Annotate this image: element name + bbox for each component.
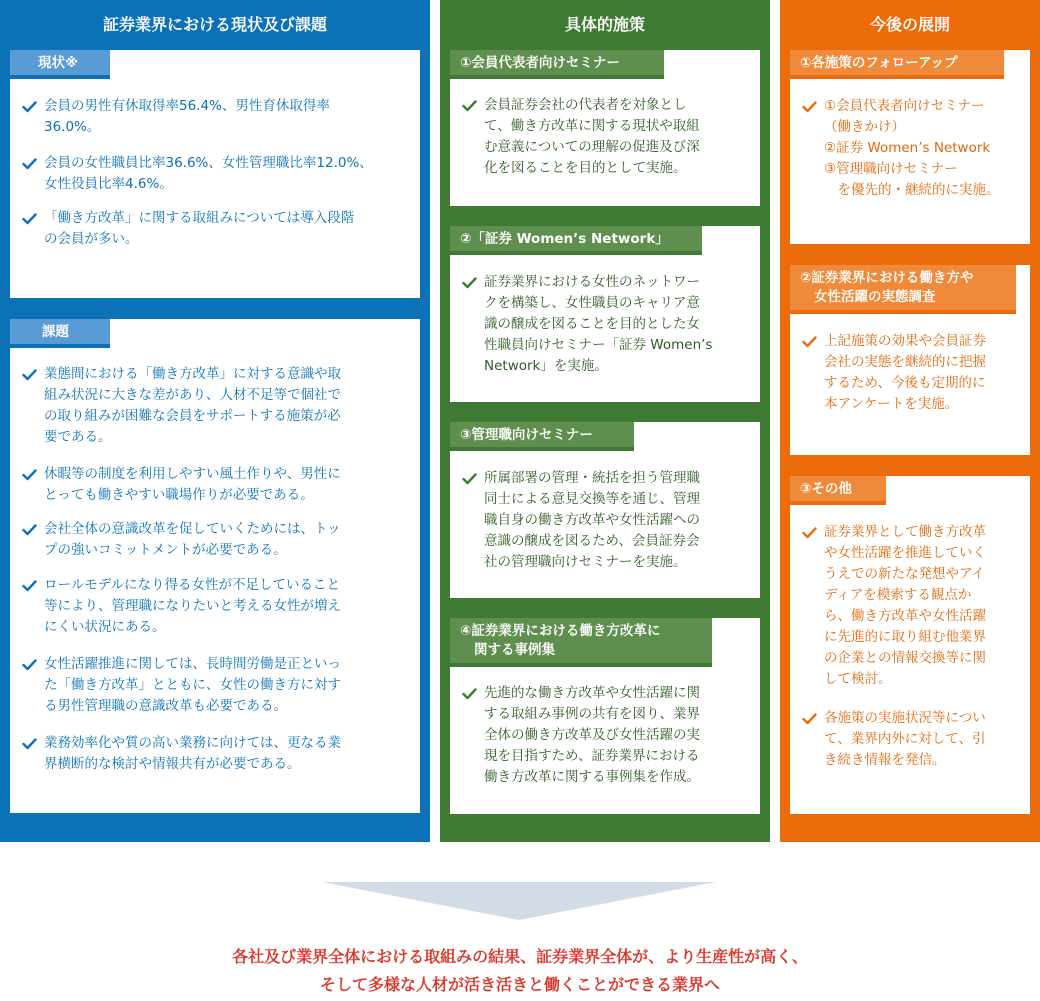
future-card — [790, 265, 1030, 455]
check-icon — [802, 101, 817, 113]
conclusion-line-2: そして多様な人材が活き活きと働くことができる業界へ — [319, 975, 720, 994]
text-line: 会員の女性職員比率36.6%、女性管理職比率12.0%、 — [44, 155, 373, 171]
text-line: 組み状況に大きな差があり、人材不足等で個社で — [44, 387, 341, 403]
list-item-text — [44, 575, 416, 638]
text-line: にくい状況にある。 — [44, 619, 166, 635]
future-card — [790, 476, 1030, 814]
current-status-column — [0, 0, 430, 842]
text-line: て、業界内外に対して、引 — [824, 731, 986, 747]
conclusion-line-1: 各社及び業界全体における取組みの結果、証券業界全体が、より生産性が高く、 — [232, 947, 808, 966]
list-item-text — [44, 519, 416, 561]
list-item-text — [824, 708, 1024, 771]
check-icon — [22, 213, 37, 225]
text-line: 各施策の実施状況等につい — [824, 710, 986, 726]
check-icon — [22, 738, 37, 750]
text-line: 先進的な働き方改革や女性活躍に関 — [484, 685, 700, 701]
text-line: 証券業界における女性のネットワー — [484, 274, 700, 290]
future-card — [790, 50, 1030, 244]
list-item-text — [44, 153, 414, 195]
text-line: 識の醸成を図ることを目的とした女 — [484, 316, 700, 332]
list-item-text — [44, 464, 416, 506]
text-line: 36.0%。 — [44, 119, 101, 135]
list-item-text — [484, 468, 752, 573]
check-icon — [22, 524, 37, 536]
text-line: 性職員向けセミナー「証券 Women’s — [484, 337, 713, 353]
tag-line: ③その他 — [800, 481, 852, 497]
text-line: して検討。 — [824, 671, 892, 687]
text-line: の取り組みが困難な会員をサポートする施策が必 — [44, 408, 341, 424]
text-line: Network」を実施。 — [484, 358, 608, 374]
list-item-text — [824, 331, 1024, 415]
future-card-tag — [790, 50, 1004, 79]
text-line: む意義についての理解の促進及び深 — [484, 139, 700, 155]
text-line: に先進的に取り組む他業界 — [824, 629, 986, 645]
list-item-text — [44, 208, 414, 250]
status-tag: 現状※ — [10, 50, 110, 79]
text-line: や女性活躍を推進していく — [824, 545, 986, 561]
text-line: 上記施策の効果や会員証券 — [824, 333, 986, 349]
current-status-column-title: 証券業界における現状及び課題 — [102, 15, 327, 34]
text-line: ③管理職向けセミナー — [824, 161, 958, 177]
text-line: 女性活躍推進に関しては、長時間労働是正といっ — [44, 656, 341, 672]
text-line: る男性管理職の意識改革も必要である。 — [44, 698, 287, 714]
text-line: ら、働き方改革や女性活躍 — [824, 608, 986, 624]
status-card — [10, 50, 420, 298]
tag-line: ①各施策のフォローアップ — [800, 55, 958, 71]
measure-card-tag — [450, 226, 702, 255]
text-line: クを構築し、女性職員のキャリア意 — [484, 295, 700, 311]
list-item-text — [44, 364, 416, 448]
text-line: 全体の働き方改革及び女性活躍の実 — [484, 727, 700, 743]
text-line: ①会員代表者向けセミナー — [824, 98, 985, 114]
measures-column — [440, 0, 770, 842]
text-line: き続き情報を発信。 — [824, 752, 946, 768]
text-line: 要である。 — [44, 429, 112, 445]
check-icon — [22, 659, 37, 671]
conclusion-text — [0, 943, 1040, 999]
text-line: とっても働きやすい職場作りが必要である。 — [44, 487, 314, 503]
text-line: 証券業界として働き方改革 — [824, 524, 986, 540]
text-line: た「働き方改革」とともに、女性の働き方に対す — [44, 677, 341, 693]
check-icon — [462, 100, 477, 112]
text-line: 会員の男性有休取得率56.4%、男性育休取得率 — [44, 98, 330, 114]
tag-line: ②証券業界における働き方や — [800, 270, 974, 286]
measure-card-tag — [450, 618, 712, 667]
future-column — [780, 0, 1040, 842]
text-line: ディアを模索する観点か — [824, 587, 972, 603]
text-line: 化を図ることを目的として実施。 — [484, 160, 687, 176]
list-item-text — [44, 654, 416, 717]
text-line: 界横断的な検討や情報共有が必要である。 — [44, 756, 301, 772]
measure-card — [450, 422, 760, 598]
text-line: 職自身の働き方改革や女性活躍への — [484, 512, 700, 528]
text-line: 意識の醸成を図るため、会員証券会 — [484, 533, 700, 549]
text-line: を優先的・継続的に実施。 — [824, 182, 1000, 198]
check-icon — [802, 527, 817, 539]
measure-card-tag — [450, 422, 634, 451]
text-line: 会員証券会社の代表者を対象とし — [484, 97, 687, 113]
text-line: 業態間における「働き方改革」に対する意識や取 — [44, 366, 341, 382]
measure-card — [450, 618, 760, 814]
future-card-tag — [790, 265, 1016, 314]
future-card-tag — [790, 476, 886, 505]
tag-line: ③管理職向けセミナー — [460, 427, 593, 443]
text-line: するため、今後も定期的に — [824, 375, 986, 391]
list-item-text — [824, 96, 1024, 201]
future-column-title: 今後の展開 — [869, 15, 950, 34]
check-icon — [802, 336, 817, 348]
text-line: 休暇等の制度を利用しやすい風土作りや、男性に — [44, 466, 341, 482]
measures-column-title: 具体的施策 — [564, 15, 645, 34]
text-line: 「働き方改革」に関する取組みについては導入段階 — [44, 210, 355, 226]
measure-card-tag — [450, 50, 664, 79]
text-line: 所属部署の管理・統括を担う管理職 — [484, 470, 700, 486]
text-line: て、働き方改革に関する現状や取組 — [484, 118, 700, 134]
check-icon — [802, 713, 817, 725]
list-item-text — [44, 96, 414, 138]
text-line: 業務効率化や質の高い業務に向けては、更なる業 — [44, 735, 341, 751]
text-line: 本アンケートを実施。 — [824, 396, 959, 412]
text-line: ②証券 Women’s Network — [824, 140, 991, 156]
check-icon — [462, 473, 477, 485]
issues-card — [10, 319, 420, 813]
tag-line: 女性活躍の実態調査 — [814, 289, 936, 305]
text-line: 等により、管理職になりたいと考える女性が増え — [44, 598, 341, 614]
tag-line: ②「証券 Women’s Network」 — [460, 231, 669, 247]
check-icon — [22, 158, 37, 170]
text-line: 働き方改革に関する事例集を作成。 — [484, 769, 700, 785]
text-line: の企業との情報交換等に関 — [824, 650, 986, 666]
list-item-text — [484, 683, 752, 788]
check-icon — [22, 580, 37, 592]
measure-card — [450, 226, 760, 402]
list-item-text — [824, 522, 1024, 690]
check-icon — [462, 688, 477, 700]
check-icon — [462, 277, 477, 289]
check-icon — [22, 369, 37, 381]
text-line: 現を目指すため、証券業界における — [484, 748, 700, 764]
tag-line: 関する事例集 — [474, 642, 555, 658]
text-line: 会社全体の意識改革を促していくためには、トッ — [44, 521, 341, 537]
down-arrow-icon — [322, 882, 716, 920]
list-item-text — [44, 733, 416, 775]
text-line: 社の管理職向けセミナーを実施。 — [484, 554, 687, 570]
tag-line: ①会員代表者向けセミナー — [460, 55, 620, 71]
issues-tag: 課題 — [10, 319, 110, 348]
list-item-text — [484, 95, 752, 179]
list-item-text — [484, 272, 752, 377]
tag-line: ④証券業界における働き方改革に — [460, 623, 661, 639]
text-line: プの強いコミットメントが必要である。 — [44, 542, 287, 558]
text-line: する取組み事例の共有を図り、業界 — [484, 706, 700, 722]
text-line: の会員が多い。 — [44, 231, 139, 247]
text-line: 会社の実態を継続的に把握 — [824, 354, 986, 370]
measure-card — [450, 50, 760, 206]
text-line: うえでの新たな発想やアイ — [824, 566, 985, 582]
text-line: 同士による意見交換等を通じ、管理 — [484, 491, 700, 507]
check-icon — [22, 469, 37, 481]
text-line: 女性役員比率4.6%。 — [44, 176, 173, 192]
text-line: ロールモデルになり得る女性が不足していること — [44, 577, 341, 593]
check-icon — [22, 101, 37, 113]
text-line: （働きかけ） — [824, 119, 905, 135]
